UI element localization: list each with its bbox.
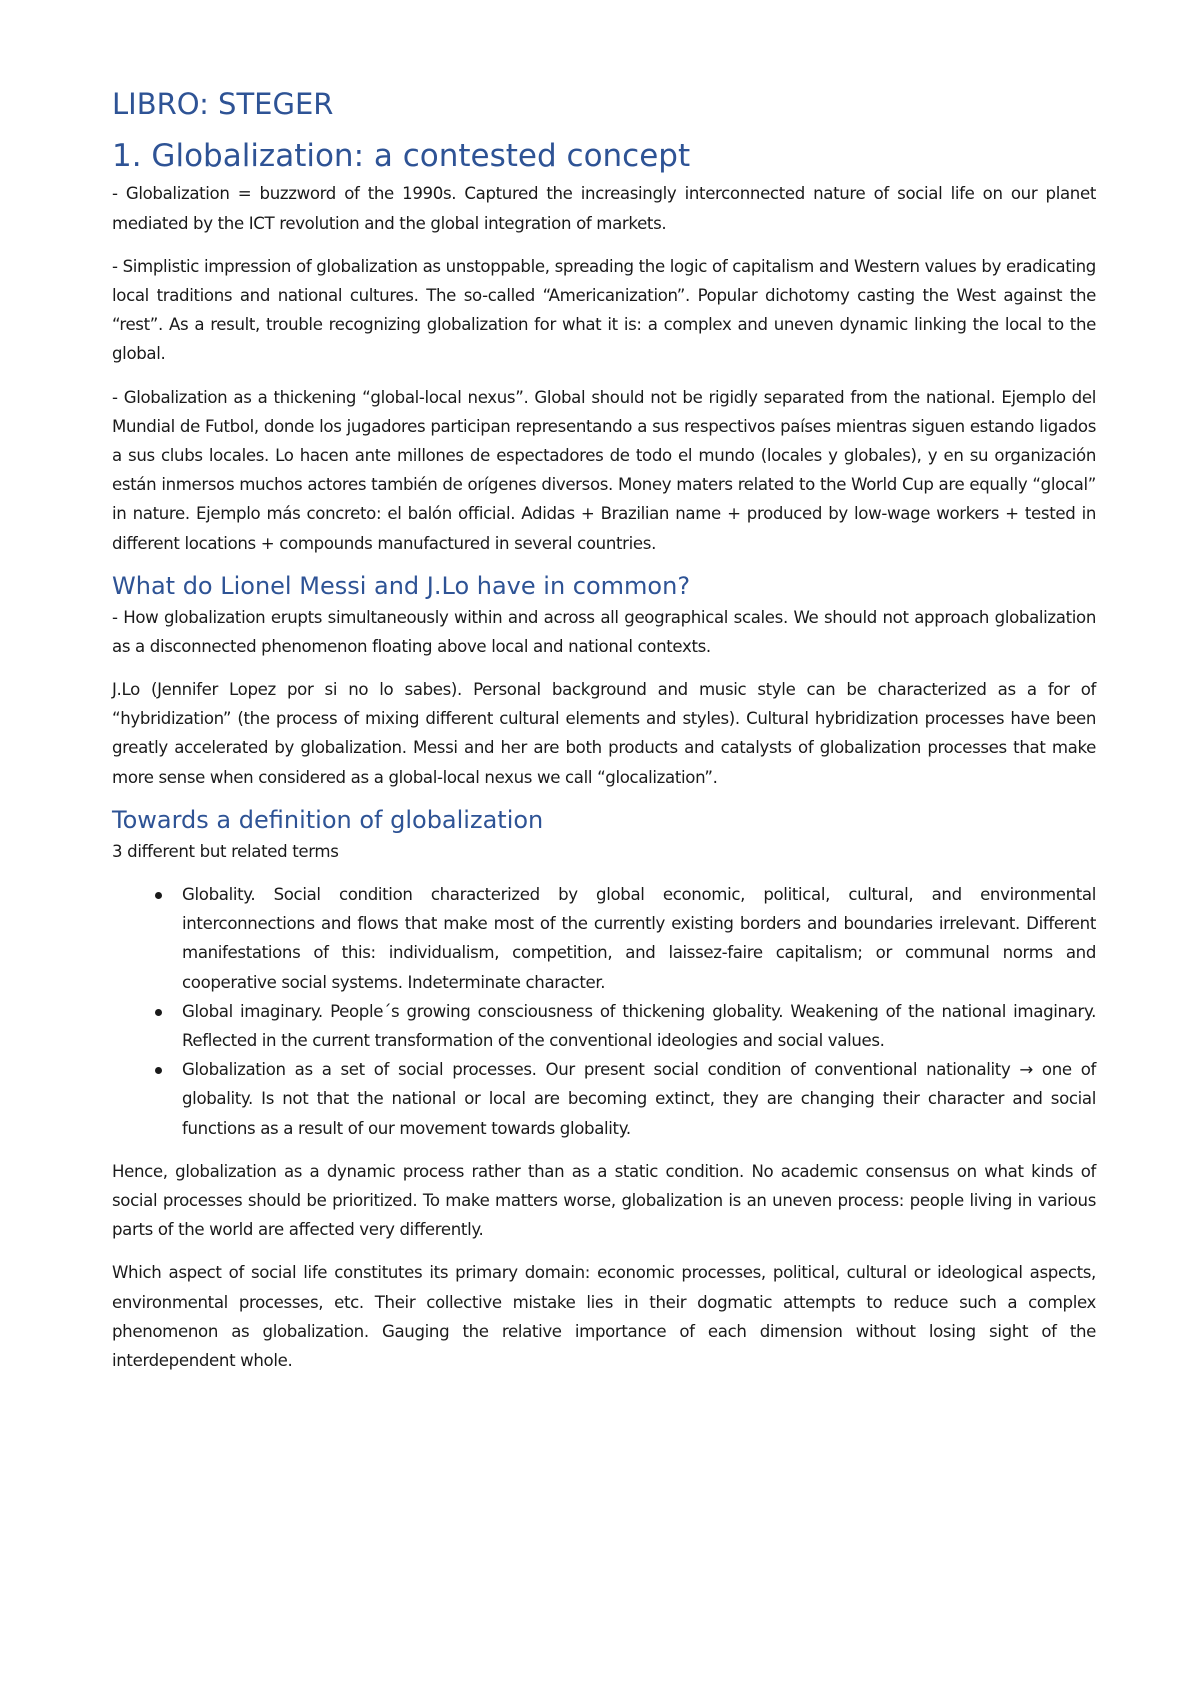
section-3-intro: 3 different but related terms: [112, 841, 339, 861]
definition-bullet-list: [112, 880, 1096, 1143]
bullet-item: [112, 1055, 1096, 1143]
bullet-icon: [155, 1067, 162, 1074]
section-3-paragraph-1: Hence, globalization as a dynamic process rather than as a static condition. No academic consensus on what kinds of social processes should be prioritized. To make matters worse, globalization is an uneven process: people living in various parts of the world are affected very differently.: [112, 1161, 1096, 1240]
section-1-heading: 1. Globalization: a contested concept: [112, 138, 691, 175]
section-2-heading: What do Lionel Messi and J.Lo have in common?: [112, 571, 691, 600]
bullet-item: [112, 997, 1096, 1055]
bullet-item: [112, 880, 1096, 997]
bullet-text: Globalization as a set of social processes. Our present social condition of conventional nationality → one of globality. Is not that the national or local are becoming extinct, they are changing their character and social functions as a result of our movement towards globality.: [182, 1060, 1096, 1138]
bullet-text: Globality. Social condition characterized by global economic, political, cultural, and environmental interconnections and flows that make most of the currently existing borders and boundaries irrelevant. Different manifestations of this: individualism, competition, and laissez-faire capitalism; or communal norms and cooperative social systems. Indeterminate character.: [182, 884, 1096, 992]
document-body: [112, 86, 1096, 1389]
section-1-paragraph-3: - Globalization as a thickening “global-local nexus”. Global should not be rigidly separated from the national. Ejemplo del Mundial de Futbol, donde los jugadores participan representando a sus respectivos países mientras siguen estando ligados a sus clubs locales. Lo hacen ante millones de espectadores de todo el mundo (locales y globales), y en su organización están inmersos muchos actores también de orígenes diversos. Money maters related to the World Cup are equally “glocal” in nature. Ejemplo más concreto: el balón official. Adidas + Brazilian name + produced by low-wage workers + tested in different locations + compounds manufactured in several countries.: [112, 387, 1096, 553]
bullet-icon: [155, 892, 162, 899]
section-1-paragraph-1: - Globalization = buzzword of the 1990s. Captured the increasingly interconnected nature of social life on our planet mediated by the ICT revolution and the global integration of markets.: [112, 184, 1096, 233]
section-2-paragraph-2: J.Lo (Jennifer Lopez por si no lo sabes). Personal background and music style can be characterized as a for of “hybridization” (the process of mixing different cultural elements and styles). Cultural hybridization processes have been greatly accelerated by globalization. Messi and her are both products and catalysts of globalization processes that make more sense when considered as a global-local nexus we call “glocalization”.: [112, 680, 1096, 787]
section-3-heading: Towards a definition of globalization: [112, 805, 544, 834]
bullet-text: Global imaginary. People´s growing consciousness of thickening globality. Weakening of the national imaginary. Reflected in the current transformation of the conventional ideologies and social values.: [182, 1001, 1096, 1050]
section-1-paragraph-2: - Simplistic impression of globalization as unstoppable, spreading the logic of capitalism and Western values by eradicating local traditions and national cultures. The so-called “Americanization”. Popular dichotomy casting the West against the “rest”. As a result, trouble recognizing globalization for what it is: a complex and uneven dynamic linking the local to the global.: [112, 256, 1096, 364]
section-2-paragraph-1: - How globalization erupts simultaneously within and across all geographical scales. We should not approach globalization as a disconnected phenomenon floating above local and national contexts.: [112, 607, 1096, 656]
document-title: LIBRO: STEGER: [112, 87, 334, 121]
section-3-paragraph-2: Which aspect of social life constitutes its primary domain: economic processes, political, cultural or ideological aspects, environmental processes, etc. Their collective mistake lies in their dogmatic attempts to reduce such a complex phenomenon as globalization. Gauging the relative importance of each dimension without losing sight of the interdependent whole.: [112, 1263, 1096, 1370]
bullet-icon: [155, 1009, 162, 1016]
